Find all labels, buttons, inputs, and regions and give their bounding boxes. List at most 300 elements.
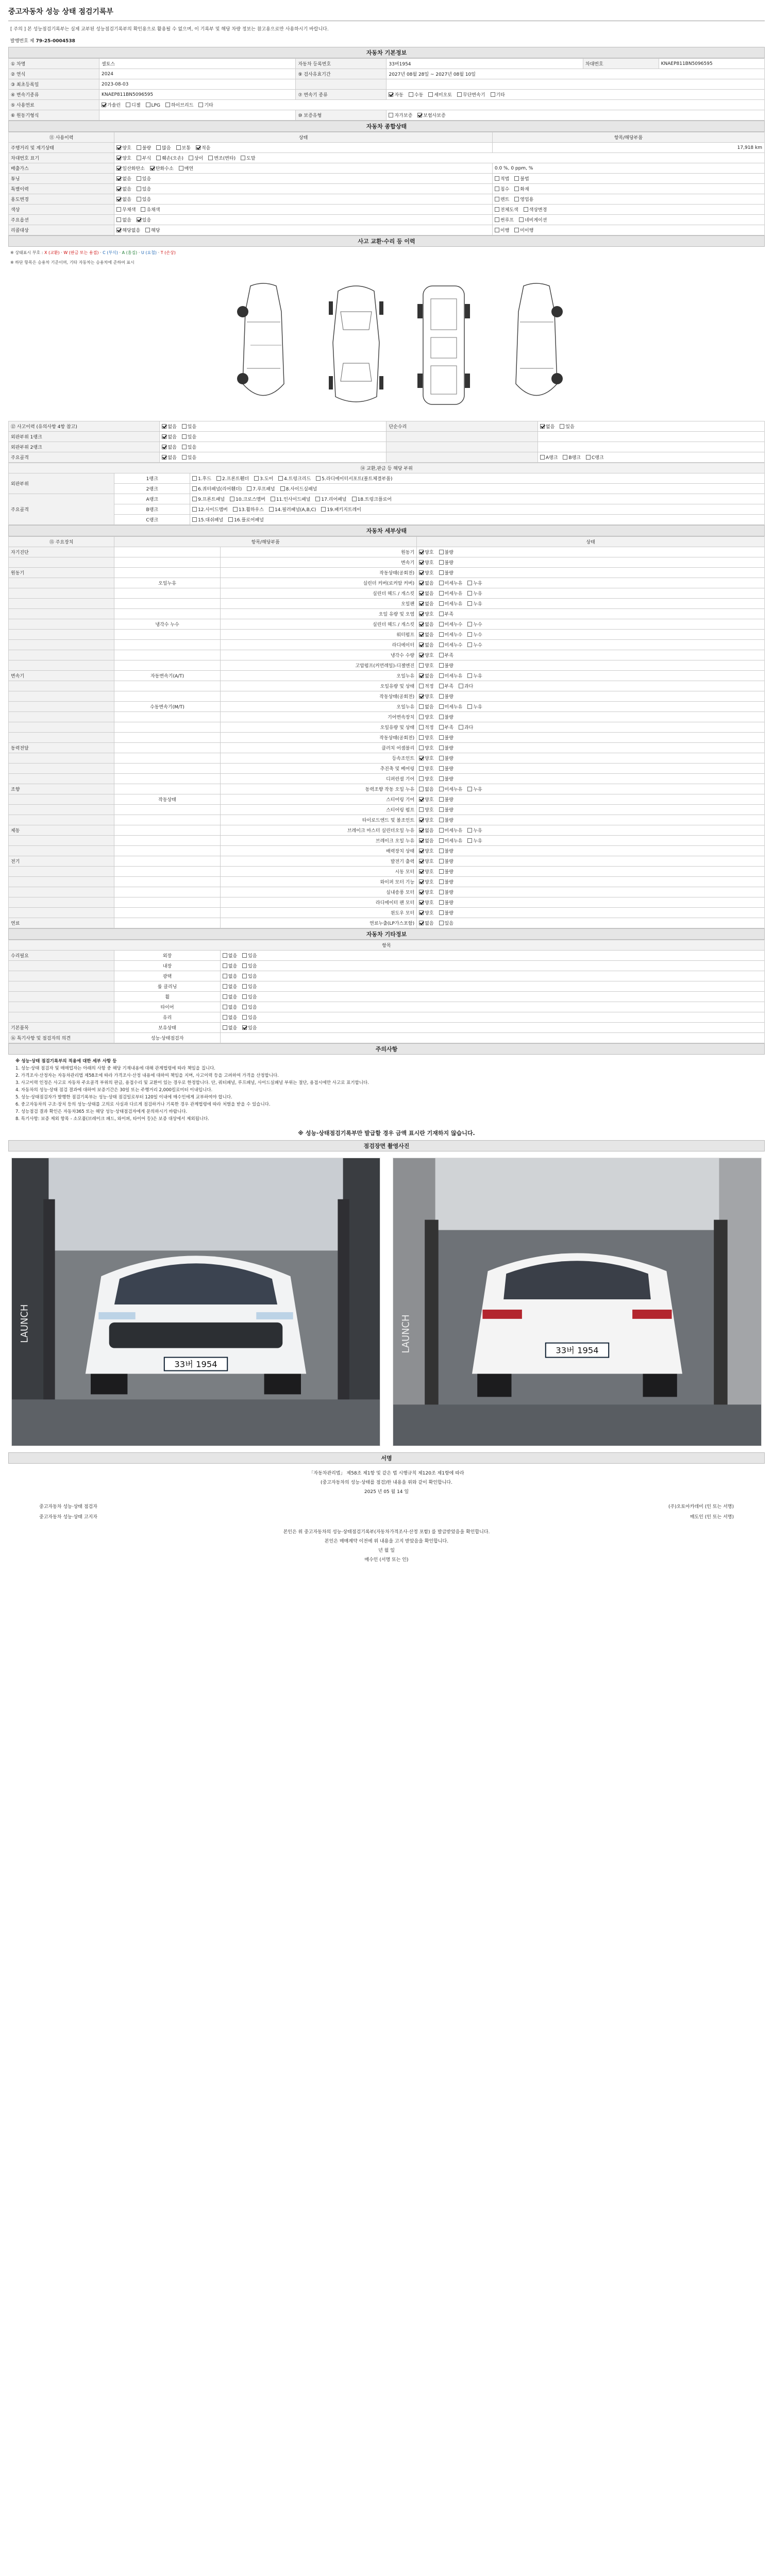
part-checkbox[interactable]: 19.패키지트레이	[321, 506, 361, 513]
checkbox-fuel-1[interactable]: 디젤	[126, 101, 140, 108]
checkbox-icon	[116, 176, 121, 181]
checkbox-icon	[560, 424, 564, 429]
part-checkbox[interactable]: 3.도어	[254, 475, 273, 482]
checkbox-dt24-0[interactable]: 양호	[419, 796, 433, 803]
checkbox-icon	[162, 455, 166, 460]
checkbox-dt19-1[interactable]: 불량	[439, 744, 453, 751]
caution-list	[8, 1055, 765, 1126]
checkbox-ot4-0[interactable]: 없음	[223, 993, 237, 1000]
checkbox-ot1-1[interactable]: 있음	[242, 962, 257, 969]
checkbox-ovs5-0[interactable]: 이행	[495, 227, 509, 233]
caution-item: 5. 성능·상태점검자가 발행한 점검기록부는 성능·상태 점검일로부터 120일 이내에 매수인에게 교부하여야 합니다.	[15, 1095, 232, 1100]
checkbox-ot4-1[interactable]: 있음	[242, 993, 257, 1000]
detail-row: 와이퍼 모터 기능 양호 불량	[9, 877, 765, 887]
checkbox-ovs3-0[interactable]: 전체도색	[495, 206, 518, 213]
checkbox-icon	[419, 869, 424, 874]
part-checkbox[interactable]: 1.후드	[192, 475, 211, 482]
checkbox-dt12-2[interactable]: 누유	[467, 672, 482, 679]
checkbox-icon	[419, 715, 424, 719]
document-title: 중고자동차 성능 상태 점검기록부	[8, 8, 113, 16]
part-checkbox[interactable]: 9.프론트패널	[192, 496, 225, 502]
checkbox-icon	[514, 187, 519, 191]
checkbox-icon	[419, 890, 424, 894]
checkbox-ot0-1[interactable]: 있음	[242, 952, 257, 959]
checkbox-ov0-0[interactable]: 없음	[116, 175, 131, 182]
notice-text: [ 주의 ] 본 성능점검기록부는 실제 교부된 성능점검기록부의 확인용으로 활용될 수 없으며, 이 기록부 및 해당 차량 정보는 참고용으로만 사용하시기 바랍니다.	[10, 27, 329, 32]
checkbox-mileage-2[interactable]: 많음	[156, 144, 171, 151]
checkbox-dt20-1[interactable]: 불량	[439, 755, 453, 761]
checkbox-dt8-1[interactable]: 미세누수	[439, 631, 463, 638]
checkbox-acc23-0[interactable]: A랭크	[540, 454, 558, 461]
checkbox-dt12-0[interactable]: 없음	[419, 672, 433, 679]
checkbox-acc23-2[interactable]: C랭크	[586, 454, 604, 461]
detail-row: 등속조인트 양호 불량	[9, 753, 765, 764]
checkbox-dt19-0[interactable]: 양호	[419, 744, 433, 751]
notifier-signature-row	[8, 1512, 765, 1522]
detail-row: 브레이크 오일 누유 없음 미세누유 누유	[9, 836, 765, 846]
checkbox-icon	[586, 455, 591, 460]
checkbox-dt8-0[interactable]: 없음	[419, 631, 433, 638]
car-side-left-icon	[230, 281, 297, 410]
checkbox-ot5-0[interactable]: 없음	[223, 1004, 237, 1010]
checkbox-ov1-1[interactable]: 있음	[137, 185, 151, 192]
checkbox-mileage-4[interactable]: 적음	[196, 144, 210, 151]
detail-row: 실린더 헤드 / 개스킷 없음 미세누유 누유	[9, 588, 765, 599]
checkbox-vin-3[interactable]: 상이	[189, 155, 203, 161]
checkbox-ov2-1[interactable]: 있음	[137, 196, 151, 202]
checkbox-ov2-0[interactable]: 없음	[116, 196, 131, 202]
checkbox-dt1-1[interactable]: 불량	[439, 559, 453, 566]
checkbox-dt24-1[interactable]: 불량	[439, 796, 453, 803]
checkbox-dt25-1[interactable]: 불량	[439, 806, 453, 813]
checkbox-icon	[419, 581, 424, 585]
checkbox-ot3-1[interactable]: 있음	[242, 983, 257, 990]
checkbox-dt14-1[interactable]: 불량	[439, 693, 453, 700]
checkbox-acc0-1[interactable]: 있음	[182, 423, 196, 430]
notifier-label: 중고자동차 성능·상태 고지자	[39, 1515, 97, 1520]
detail-row: 제동 브레이크 마스터 실린더오일 누유 없음 미세누유 누유	[9, 825, 765, 836]
checkbox-icon	[419, 818, 424, 822]
checkbox-icon	[182, 424, 187, 429]
checkbox-fuel-4[interactable]: 기타	[198, 101, 213, 108]
checkbox-icon	[254, 476, 259, 481]
checkbox-icon	[495, 176, 499, 181]
checkbox-dt17-0[interactable]: 적정	[419, 724, 433, 731]
sign-date: 2025 년 05 월 14 일	[364, 1489, 409, 1495]
checkbox-ot6-1[interactable]: 있음	[242, 1014, 257, 1021]
detail-row: 윈도우 모터 양호 불량	[9, 908, 765, 918]
checkbox-icon	[439, 838, 444, 843]
checkbox-icon	[223, 953, 227, 958]
checkbox-icon	[439, 550, 444, 554]
checkbox-icon	[419, 632, 424, 637]
checkbox-dt23-1[interactable]: 미세누유	[439, 786, 463, 792]
checkbox-ov3-1[interactable]: 유채색	[141, 206, 160, 213]
part-checkbox[interactable]: 2.프론트휀더	[216, 475, 249, 482]
rear-car-image	[393, 1158, 761, 1446]
checkbox-dt3-1[interactable]: 미세누유	[439, 580, 463, 586]
checkbox-dt4-0[interactable]: 없음	[419, 590, 433, 597]
checkbox-acc2-0[interactable]: 없음	[162, 444, 176, 450]
checkbox-ot3-0[interactable]: 없음	[223, 983, 237, 990]
notifier-value: 매도인 (인 또는 서명)	[690, 1515, 734, 1520]
checkbox-ot5-1[interactable]: 있음	[242, 1004, 257, 1010]
checkbox-icon	[137, 187, 141, 191]
section-basic-info: 자동차 기본정보	[8, 47, 765, 58]
checkbox-dt36-1[interactable]: 있음	[439, 920, 453, 926]
checkbox-icon	[439, 776, 444, 781]
checkbox-icon	[419, 694, 424, 699]
checkbox-dt33-0[interactable]: 양호	[419, 889, 433, 895]
checkbox-acc0-0[interactable]: 없음	[162, 423, 176, 430]
section-overall-status: 자동차 종합상태	[8, 121, 765, 132]
checkbox-icon	[457, 92, 462, 97]
section-accident-history: 사고 교환·수리 등 이력	[8, 235, 765, 247]
checkbox-dt35-0[interactable]: 양호	[419, 909, 433, 916]
checkbox-dt29-0[interactable]: 양호	[419, 848, 433, 854]
front-plate-text: 33버 1954	[174, 1359, 217, 1369]
inspection-photos	[8, 1151, 765, 1452]
checkbox-warranty-1[interactable]: 보험사보증	[417, 112, 445, 118]
checkbox-mileage-3[interactable]: 보통	[176, 144, 191, 151]
checkbox-icon	[162, 445, 166, 449]
checkbox-dt17-2[interactable]: 과다	[459, 724, 473, 731]
checkbox-ovs0-0[interactable]: 적법	[495, 175, 509, 182]
caution-item: 8. 특기사항: 보증 제외 항목 - 소모품(브레이크 패드, 와이퍼, 타이어 등)은 보증 대상에서 제외됩니다.	[15, 1116, 209, 1122]
checkbox-dt22-1[interactable]: 불량	[439, 775, 453, 782]
checkbox-warranty-0[interactable]: 자가보증	[389, 112, 412, 118]
checkbox-ov0-1[interactable]: 있음	[137, 175, 151, 182]
checkbox-dt18-1[interactable]: 불량	[439, 734, 453, 741]
checkbox-dt15-0[interactable]: 없음	[419, 703, 433, 710]
checkbox-dt14-0[interactable]: 양호	[419, 693, 433, 700]
checkbox-ovs2-1[interactable]: 영업용	[514, 196, 533, 202]
checkbox-ot0-0[interactable]: 없음	[223, 952, 237, 959]
accident-row: 외판부위 1랭크 없음 있음	[9, 432, 765, 442]
checkbox-trans-0[interactable]: 자동	[389, 91, 403, 98]
checkbox-icon	[467, 673, 472, 678]
checkbox-dt10-1[interactable]: 부족	[439, 652, 453, 658]
part-checkbox[interactable]: 8.사이드실패널	[280, 485, 317, 492]
car-side-right-icon	[503, 281, 570, 410]
checkbox-fuel-0[interactable]: 가솔린	[102, 101, 121, 108]
frame-parts-row: B랭크 12.사이드멤버 13.휠하우스 14.필러패널(A,B,C) 19.패키지트레이	[9, 504, 765, 515]
checkbox-icon	[439, 787, 444, 791]
checkbox-ot7-0[interactable]: 없음	[223, 1024, 237, 1031]
checkbox-dt26-1[interactable]: 불량	[439, 817, 453, 823]
checkbox-dt22-0[interactable]: 양호	[419, 775, 433, 782]
checkbox-trans-4[interactable]: 기타	[491, 91, 505, 98]
checkbox-icon	[439, 879, 444, 884]
checkbox-acc20-1[interactable]: 있음	[560, 423, 574, 430]
checkbox-dt31-1[interactable]: 불량	[439, 868, 453, 875]
checkbox-ot2-0[interactable]: 없음	[223, 973, 237, 979]
checkbox-dt9-1[interactable]: 미세누수	[439, 641, 463, 648]
checkbox-dt6-0[interactable]: 양호	[419, 611, 433, 617]
overall-row: 튜닝 없음 있음 적법 불법	[9, 174, 765, 184]
checkbox-dt7-2[interactable]: 누수	[467, 621, 482, 628]
detail-row: 전기 발전기 출력 양호 불량	[9, 856, 765, 867]
checkbox-ovs4-0[interactable]: 썬루프	[495, 216, 514, 223]
checkbox-dt13-1[interactable]: 부족	[439, 683, 453, 689]
part-checkbox[interactable]: 5.라디에이터서포트(볼트체결부품)	[316, 475, 392, 482]
accident-legend: ※ 상태표시 부호 : X (교환) · W (판금 또는 용접) · C (부식) · A (흠집) · U (요철) · T (손상)	[10, 250, 176, 255]
checkbox-icon	[419, 838, 424, 843]
checkbox-acc20-0[interactable]: 없음	[540, 423, 554, 430]
checkbox-dt21-1[interactable]: 불량	[439, 765, 453, 772]
checkbox-dt32-1[interactable]: 불량	[439, 878, 453, 885]
checkbox-dt5-1[interactable]: 미세누유	[439, 600, 463, 607]
basic-row: ⑥ 원동기형식 ⑩ 보증유형 자가보증 보험사보증	[9, 110, 765, 121]
checkbox-dt27-0[interactable]: 없음	[419, 827, 433, 834]
checkbox-icon	[419, 735, 424, 740]
checkbox-icon	[223, 1005, 227, 1009]
checkbox-dt6-1[interactable]: 부족	[439, 611, 453, 617]
checkbox-icon	[439, 818, 444, 822]
checkbox-icon	[242, 974, 247, 978]
checkbox-dt23-0[interactable]: 없음	[419, 786, 433, 792]
checkbox-dt3-2[interactable]: 누유	[467, 580, 482, 586]
checkbox-icon	[467, 704, 472, 709]
checkbox-ov1-0[interactable]: 없음	[116, 185, 131, 192]
checkbox-icon	[137, 217, 141, 222]
checkbox-mileage-1[interactable]: 불량	[137, 144, 151, 151]
checkbox-dt36-0[interactable]: 없음	[419, 920, 433, 926]
checkbox-icon	[419, 570, 424, 575]
checkbox-ovs1-0[interactable]: 침수	[495, 185, 509, 192]
detail-row: 변속기 양호 불량	[9, 557, 765, 568]
checkbox-dt4-1[interactable]: 미세누유	[439, 590, 463, 597]
checkbox-dt4-2[interactable]: 누유	[467, 590, 482, 597]
checkbox-ovs3-1[interactable]: 색상변경	[524, 206, 547, 213]
checkbox-ovs1-1[interactable]: 화재	[514, 185, 529, 192]
checkbox-dt28-2[interactable]: 누유	[467, 837, 482, 844]
checkbox-icon	[145, 228, 150, 232]
checkbox-dt10-0[interactable]: 양호	[419, 652, 433, 658]
checkbox-fuel-2[interactable]: LPG	[146, 103, 160, 108]
detail-row: 기어변속장치 양호 불량	[9, 712, 765, 722]
checkbox-icon	[242, 953, 247, 958]
checkbox-acc3-1[interactable]: 있음	[182, 454, 196, 461]
checkbox-dt9-2[interactable]: 누수	[467, 641, 482, 648]
checkbox-icon	[495, 207, 499, 212]
checkbox-dt28-1[interactable]: 미세누유	[439, 837, 463, 844]
checkbox-dt16-1[interactable]: 불량	[439, 714, 453, 720]
caution-item: 1. 성능·상태 점검자 및 매매업자는 아래의 사항 중 해당 기재내용에 대해 관계법령에 따라 책임을 집니다.	[15, 1066, 215, 1071]
checkbox-acc2-1[interactable]: 있음	[182, 444, 196, 450]
checkbox-ovs5-1[interactable]: 미이행	[514, 227, 533, 233]
checkbox-icon	[242, 984, 247, 989]
checkbox-vin-4[interactable]: 변조(변타)	[208, 155, 236, 161]
checkbox-dt9-0[interactable]: 없음	[419, 641, 433, 648]
section-signature: 서명	[8, 1452, 765, 1464]
checkbox-icon	[137, 145, 141, 150]
checkbox-dt0-1[interactable]: 불량	[439, 549, 453, 555]
checkbox-dt0-0[interactable]: 양호	[419, 549, 433, 555]
checkbox-dt20-0[interactable]: 양호	[419, 755, 433, 761]
checkbox-dt27-1[interactable]: 미세누유	[439, 827, 463, 834]
outer-parts-row: 2랭크 6.쿼터패널(리어휀더) 7.루프패널 8.사이드실패널	[9, 484, 765, 494]
detail-status-table: ⑮ 주요장치 항목/해당부품 상태 자기진단 원동기 양호 불량 변속기 양호 불량 원동기 작동상태(공회전) 양호 불량 오일누유 실린더 커버(로커암 커버) 없음 미세누유 누유 실린더 헤드 / 개스킷 없음 미세누유 누유 오일팬 없음 미세누유 누유 오일 유량 및 오염 양호 부족 냉각수 누수 실린더 헤드 / 개스킷 없음 미세누수 누수 워터펌프 없음 미세누수 누수 라디에이터 없음 미세누수 누수 냉각수 수량 양호 부족 고압펌프(커먼레일)-디젤엔진 양호 불량 변속기 자동변속기(A/T) 오일누유 없음 미세누유 누유 오일유량 및 상태 적정 부족 과다 작동상태(공회전) 양호 불량 수동변속기(M/T) 오일누유 없음 미세누유 누유 기어변속장치 양호 불량 오일유량 및 상태 적정 부족 과다 작동상태(공회전) 양호 불량 동력전달 클러치 어셈블리 양호 불량 등속조인트 양호 불량 추진축 및 베어링 양호 불량 디퍼런셜 기어 양호 불량 조향 동력조향 작동 오일 누유 없음 미세누유 누유 작동상태 스티어링 기어 양호 불량 스티어링 펌프 양호 불량 타이로드엔드 및 볼조인트 양호 불량 제동 브레이크 마스터 실린더오일 누유 없음 미세누유 누유 브레이크 오일 누유 없음 미세누유 누유 배력장치 상태 양호 불량 전기 발전기 출력 양호 불량 시동 모터 양호 불량 와이퍼 모터 기능 양호 불량 실내송풍 모터 양호 불량 라디에이터 팬 모터 양호 불량 윈도우 모터 양호 불량 연료 연료누출(LP가스포함) 없음 있음	[8, 536, 765, 928]
checkbox-icon	[419, 849, 424, 853]
cert-label: 발행번호 제	[10, 39, 35, 44]
checkbox-dt34-1[interactable]: 불량	[439, 899, 453, 906]
checkbox-dt3-0[interactable]: 없음	[419, 580, 433, 586]
part-checkbox[interactable]: 7.루프패널	[247, 485, 275, 492]
checkbox-dt13-2[interactable]: 과다	[459, 683, 473, 689]
checkbox-ot7-1[interactable]: 있음	[242, 1024, 257, 1031]
checkbox-icon	[439, 828, 444, 833]
checkbox-vin-2[interactable]: 훼손(오손)	[156, 155, 183, 161]
checkbox-icon	[419, 776, 424, 781]
checkbox-icon	[419, 766, 424, 771]
cert-value: 79-25-0004538	[36, 39, 75, 44]
checkbox-vin-5[interactable]: 도말	[241, 155, 255, 161]
part-checkbox[interactable]: 15.대쉬패널	[192, 516, 223, 523]
part-checkbox[interactable]: 10.크로스멤버	[230, 496, 265, 502]
checkbox-dt8-2[interactable]: 누수	[467, 631, 482, 638]
overall-status-table: ⑪ 사용이력 상태 항목/해당부품 주행거리 및 계기상태 양호 불량 많음 보통 적음 17,918 km 차대번호 표기 양호 부식 훼손(오손) 상이 변조(변타) 도말 배출가스 일산화탄소 탄화수소 매연 0.0 %, 0 ppm, % 튜닝 없음 있음 적법 불법 특별이력 없음 있음 침수 화재 용도변경 없음 있음 렌트 영업용 색상 무채색 유채색 전체도색 색상변경 주요옵션 없음 있음 썬루프 네비게이션 리콜대상 해당없음 해당 이행 미이행	[8, 132, 765, 235]
checkbox-icon	[176, 145, 181, 150]
checkbox-icon	[439, 642, 444, 647]
checkbox-emission-1[interactable]: 탄화수소	[150, 165, 174, 172]
checkbox-ot1-0[interactable]: 없음	[223, 962, 237, 969]
checkbox-icon	[439, 673, 444, 678]
checkbox-dt15-1[interactable]: 미세누유	[439, 703, 463, 710]
checkbox-ov5-0[interactable]: 해당없음	[116, 227, 140, 233]
detail-row: 오일누유 실린더 커버(로커암 커버) 없음 미세누유 누유	[9, 578, 765, 588]
checkbox-dt30-1[interactable]: 불량	[439, 858, 453, 865]
checkbox-ov4-1[interactable]: 있음	[137, 216, 151, 223]
checkbox-dt34-0[interactable]: 양호	[419, 899, 433, 906]
overall-row: 주요옵션 없음 있음 썬루프 네비게이션	[9, 215, 765, 225]
checkbox-icon	[514, 197, 519, 201]
part-checkbox[interactable]: 6.쿼터패널(리어휀더)	[192, 485, 242, 492]
checkbox-icon	[162, 434, 166, 439]
checkbox-icon	[439, 756, 444, 760]
checkbox-dt15-2[interactable]: 누유	[467, 703, 482, 710]
checkbox-dt21-0[interactable]: 양호	[419, 765, 433, 772]
checkbox-dt5-2[interactable]: 누유	[467, 600, 482, 607]
checkbox-ov5-1[interactable]: 해당	[145, 227, 160, 233]
vin-row: 차대번호 표기 양호 부식 훼손(오손) 상이 변조(변타) 도말	[9, 153, 765, 163]
checkbox-icon	[519, 217, 524, 222]
checkbox-icon	[278, 476, 283, 481]
checkbox-dt35-1[interactable]: 불량	[439, 909, 453, 916]
checkbox-icon	[439, 560, 444, 565]
checkbox-fuel-3[interactable]: 하이브리드	[165, 101, 193, 108]
checkbox-emission-2[interactable]: 매연	[179, 165, 193, 172]
checkbox-ov3-0[interactable]: 무채색	[116, 206, 136, 213]
checkbox-icon	[439, 890, 444, 894]
checkbox-icon	[198, 103, 203, 107]
checkbox-dt29-1[interactable]: 불량	[439, 848, 453, 854]
checkbox-icon	[439, 612, 444, 616]
checkbox-acc1-1[interactable]: 있음	[182, 433, 196, 440]
checkbox-icon	[439, 921, 444, 925]
checkbox-ovs4-1[interactable]: 네비게이션	[519, 216, 547, 223]
checkbox-icon	[439, 694, 444, 699]
checkbox-dt31-0[interactable]: 양호	[419, 868, 433, 875]
signature-area	[8, 1464, 765, 1502]
checkbox-dt30-0[interactable]: 양호	[419, 858, 433, 865]
checkbox-icon	[162, 424, 166, 429]
buyer-confirm-1: 본인은 위 중고자동차의 성능·상태점검기록부(자동차가격조사·산정 포함) 를 발급받았음을 확인합니다.	[283, 1530, 490, 1535]
checkbox-dt27-2[interactable]: 누유	[467, 827, 482, 834]
part-checkbox[interactable]: 18.트렁크플로어	[352, 496, 392, 502]
section-caution: 주의사항	[8, 1043, 765, 1055]
checkbox-dt7-0[interactable]: 없음	[419, 621, 433, 628]
detail-row: 고압펌프(커먼레일)-디젤엔진 양호 불량	[9, 660, 765, 671]
checkbox-icon	[419, 807, 424, 812]
checkbox-icon	[467, 828, 472, 833]
checkbox-ot6-0[interactable]: 없음	[223, 1014, 237, 1021]
checkbox-icon	[192, 507, 197, 512]
checkbox-dt1-0[interactable]: 양호	[419, 559, 433, 566]
checkbox-icon	[242, 1005, 247, 1009]
checkbox-dt16-0[interactable]: 양호	[419, 714, 433, 720]
checkbox-dt11-1[interactable]: 불량	[439, 662, 453, 669]
checkbox-dt25-0[interactable]: 양호	[419, 806, 433, 813]
checkbox-icon	[137, 176, 141, 181]
checkbox-dt5-0[interactable]: 없음	[419, 600, 433, 607]
checkbox-icon	[428, 92, 433, 97]
checkbox-icon	[316, 476, 321, 481]
checkbox-dt11-0[interactable]: 양호	[419, 662, 433, 669]
checkbox-trans-2[interactable]: 세미오토	[428, 91, 452, 98]
checkbox-icon	[439, 910, 444, 915]
checkbox-icon	[419, 663, 424, 668]
checkbox-acc3-0[interactable]: 없음	[162, 454, 176, 461]
checkbox-ovs2-0[interactable]: 렌트	[495, 196, 509, 202]
checkbox-dt23-2[interactable]: 누유	[467, 786, 482, 792]
part-checkbox[interactable]: 14.필러패널(A,B,C)	[269, 506, 316, 513]
checkbox-ot2-1[interactable]: 있음	[242, 973, 257, 979]
checkbox-trans-1[interactable]: 수동	[409, 91, 423, 98]
detail-row: 냉각수 수량 양호 부족	[9, 650, 765, 660]
checkbox-dt12-1[interactable]: 미세누유	[439, 672, 463, 679]
checkbox-acc23-1[interactable]: B랭크	[563, 454, 581, 461]
checkbox-dt7-1[interactable]: 미세누수	[439, 621, 463, 628]
part-checkbox[interactable]: 17.리어패널	[315, 496, 346, 502]
checkbox-acc1-0[interactable]: 없음	[162, 433, 176, 440]
checkbox-vin-0[interactable]: 양호	[116, 155, 131, 161]
checkbox-mileage-0[interactable]: 양호	[116, 144, 131, 151]
checkbox-icon	[146, 103, 150, 107]
checkbox-dt33-1[interactable]: 불량	[439, 889, 453, 895]
checkbox-dt32-0[interactable]: 양호	[419, 878, 433, 885]
checkbox-dt18-0[interactable]: 양호	[419, 734, 433, 741]
checkbox-dt28-0[interactable]: 없음	[419, 837, 433, 844]
part-checkbox[interactable]: 16.플로어패널	[228, 516, 264, 523]
part-checkbox[interactable]: 13.휠하우스	[233, 506, 264, 513]
checkbox-dt2-0[interactable]: 양호	[419, 569, 433, 576]
part-checkbox[interactable]: 12.사이드멤버	[192, 506, 228, 513]
checkbox-dt17-1[interactable]: 부족	[439, 724, 453, 731]
part-checkbox[interactable]: 11.인사이드패널	[271, 496, 310, 502]
checkbox-dt26-0[interactable]: 양호	[419, 817, 433, 823]
checkbox-ovs0-1[interactable]: 불법	[514, 175, 529, 182]
checkbox-icon	[141, 207, 145, 212]
checkbox-emission-0[interactable]: 일산화탄소	[116, 165, 144, 172]
checkbox-ov4-0[interactable]: 없음	[116, 216, 131, 223]
detail-row: 수동변속기(M/T) 오일누유 없음 미세누유 누유	[9, 702, 765, 712]
checkbox-dt13-0[interactable]: 적정	[419, 683, 433, 689]
checkbox-vin-1[interactable]: 부식	[137, 155, 151, 161]
part-checkbox[interactable]: 4.트렁크리드	[278, 475, 311, 482]
checkbox-trans-3[interactable]: 무단변속기	[457, 91, 485, 98]
checkbox-dt2-1[interactable]: 불량	[439, 569, 453, 576]
